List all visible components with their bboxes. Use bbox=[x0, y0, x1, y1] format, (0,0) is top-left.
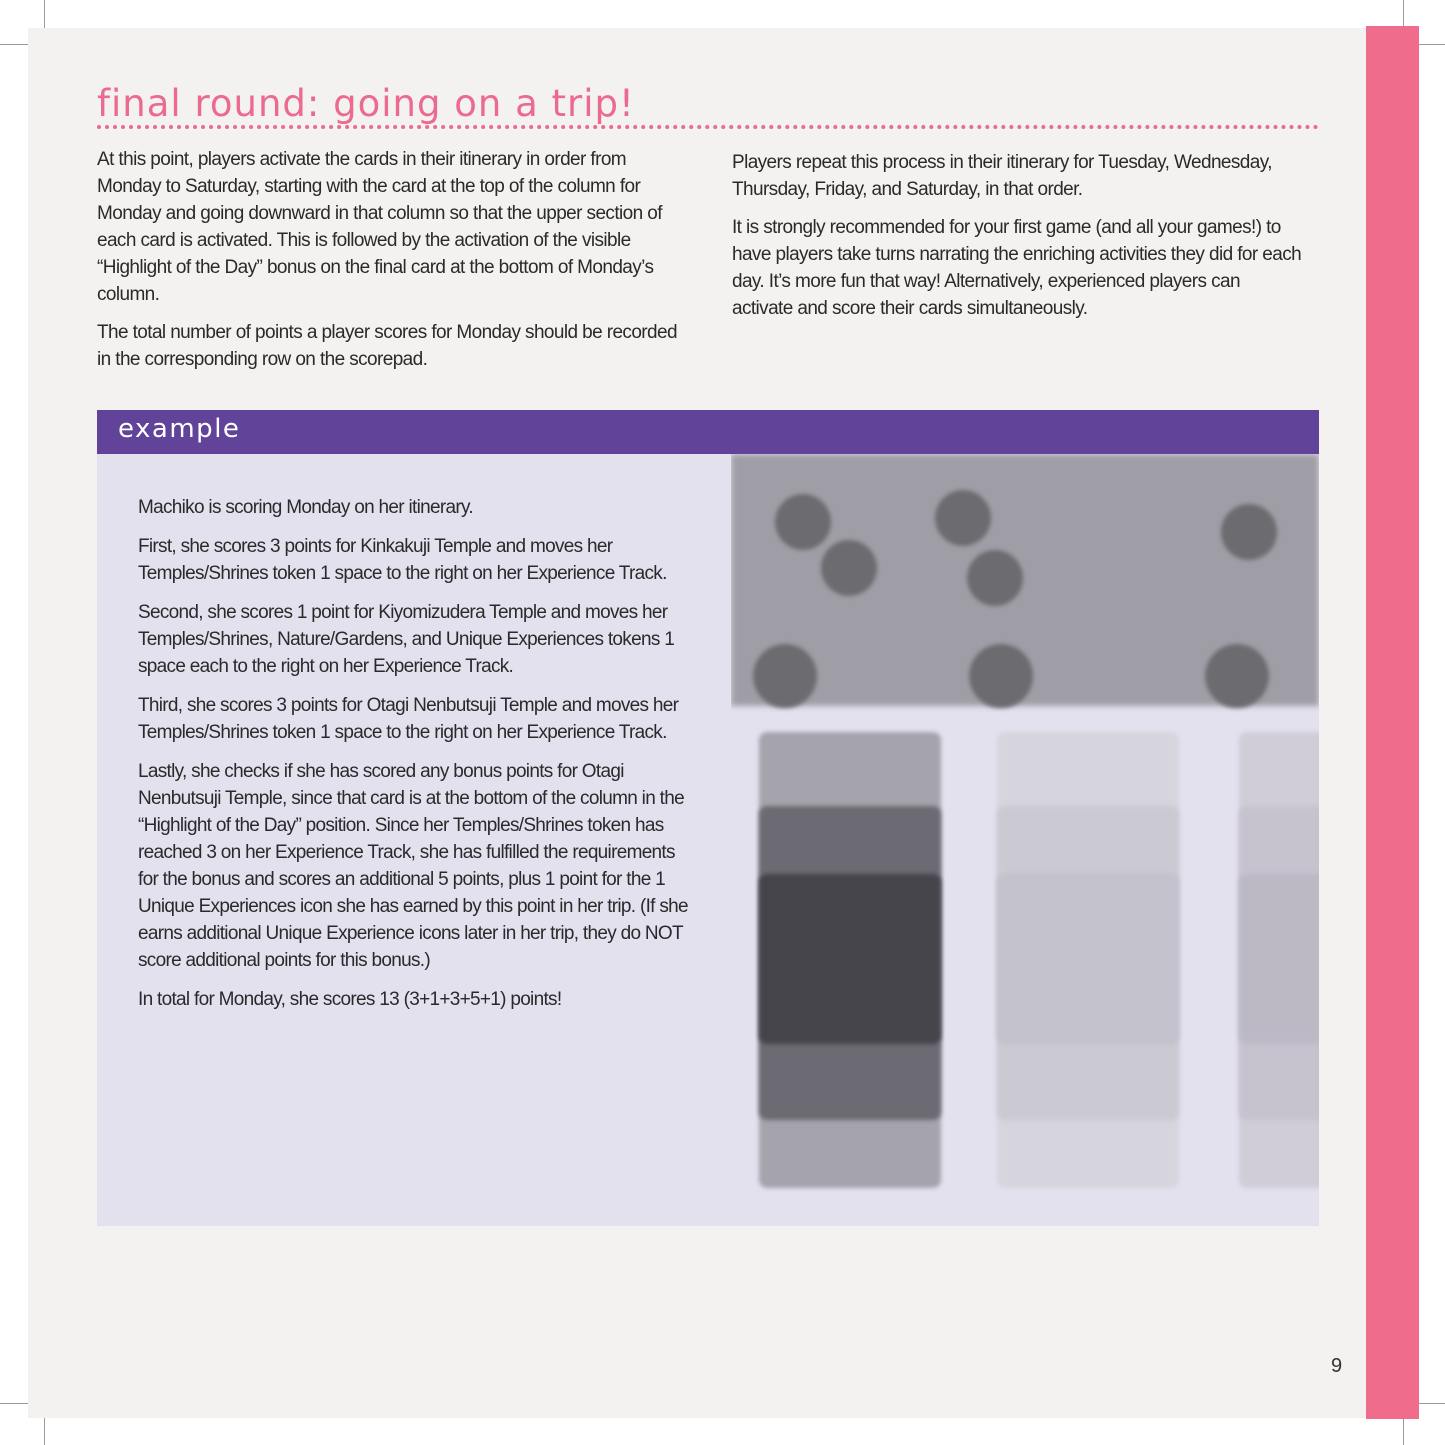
crop-mark bbox=[0, 1403, 28, 1404]
example-paragraph: Machiko is scoring Monday on her itinerary. bbox=[138, 497, 473, 518]
crop-mark bbox=[0, 44, 28, 45]
side-accent-bar bbox=[1366, 26, 1419, 1419]
crop-mark bbox=[1417, 1403, 1445, 1404]
example-paragraph: Lastly, she checks if she has scored any bonus points for Otagi Nenbutsuji Temple, since that card is at the bottom of the column in the “Highlight of the Day” position. Since her Temples/Shrines token has reached 3 on her Experience Track, she has fulfilled the requirements for the bonus and scores an additional 5 points, plus 1 point for the 1 Unique Experiences icon she has earned by this point in her trip. (If she earns additional Unique Experience icons later in her trip, they do NOT score additional points for this bonus.) bbox=[138, 761, 688, 971]
example-paragraph: In total for Monday, she scores 13 (3+1+3+5+1) points! bbox=[138, 989, 562, 1010]
intro-column-left bbox=[97, 146, 677, 384]
intro-column-right bbox=[732, 149, 1302, 333]
paragraph: At this point, players activate the cards in their itinerary in order from Monday to Saturday, starting with the card at the top of the column for Monday and going downward in that column so that the upper section of each card is activated. This is followed by the activation of the visible “Highlight of the Day” bonus on the final card at the bottom of Monday’s column. bbox=[97, 149, 662, 305]
player-token bbox=[821, 540, 877, 596]
player-token bbox=[775, 494, 831, 550]
page-title: final round: going on a trip! bbox=[97, 82, 635, 125]
example-header-bar bbox=[97, 410, 1319, 454]
player-token bbox=[935, 490, 991, 546]
title-divider bbox=[97, 125, 1319, 129]
crop-mark bbox=[1403, 1417, 1404, 1445]
paragraph: It is strongly recommended for your first game (and all your games!) to have players take turns narrating the enriching activities they did for each day. It’s more fun that way! Alternatively, experienced players can activate and score their cards simultaneously. bbox=[732, 217, 1302, 319]
player-token bbox=[1221, 504, 1277, 560]
player-token bbox=[969, 644, 1033, 708]
example-text bbox=[138, 494, 698, 1025]
itinerary-card bbox=[997, 874, 1179, 1044]
paragraph: The total number of points a player scores for Monday should be recorded in the corresponding row on the scorepad. bbox=[97, 322, 677, 370]
crop-mark bbox=[44, 0, 45, 28]
crop-mark bbox=[1417, 44, 1445, 45]
example-title: example bbox=[118, 414, 241, 444]
player-token bbox=[1205, 644, 1269, 708]
example-illustration bbox=[731, 454, 1319, 1214]
example-paragraph: Second, she scores 1 point for Kiyomizudera Temple and moves her Temples/Shrines, Nature/Gardens, and Unique Experiences tokens 1 space each to the right on her Experience Track. bbox=[138, 602, 675, 677]
page-number: 9 bbox=[1331, 1355, 1343, 1377]
player-token bbox=[753, 644, 817, 708]
example-paragraph: First, she scores 3 points for Kinkakuji Temple and moves her Temples/Shrines token 1 space to the right on her Experience Track. bbox=[138, 536, 667, 584]
paragraph: Players repeat this process in their itinerary for Tuesday, Wednesday, Thursday, Friday, and Saturday, in that order. bbox=[732, 152, 1272, 200]
itinerary-card bbox=[759, 874, 941, 1044]
example-paragraph: Third, she scores 3 points for Otagi Nenbutsuji Temple and moves her Temples/Shrines token 1 space to the right on her Experience Track. bbox=[138, 695, 679, 743]
player-token bbox=[967, 550, 1023, 606]
crop-mark bbox=[1403, 0, 1404, 28]
crop-mark bbox=[44, 1417, 45, 1445]
itinerary-card bbox=[1239, 874, 1319, 1044]
